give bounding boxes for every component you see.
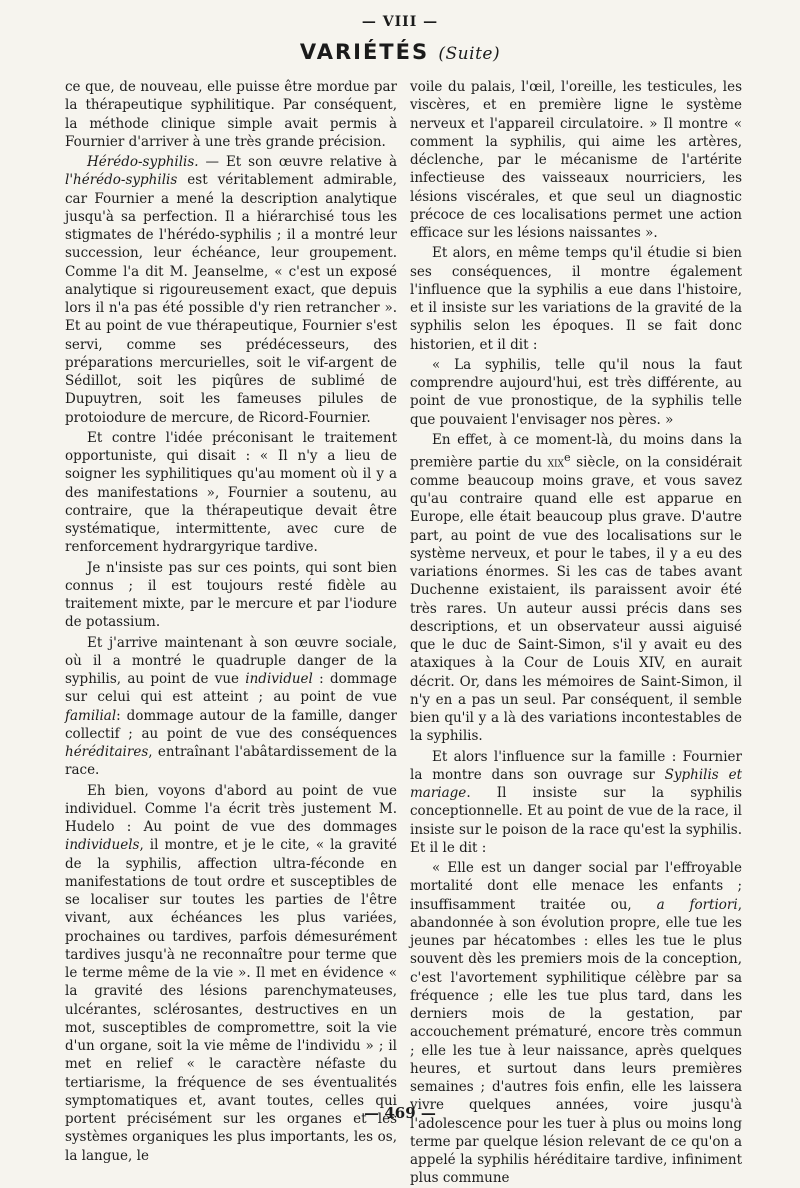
text-run: : dommage sur celui qui est atteint ; au point de vue bbox=[65, 671, 397, 706]
text-run: « Elle est un danger social par l'effroyable mortalité dont elle menace les enfants ; insuffisamment traitée ou, bbox=[410, 860, 742, 913]
text-run: Et alors l'influence sur la famille : Fournier la montre dans son ouvrage sur bbox=[410, 748, 742, 783]
paragraph bbox=[65, 634, 397, 780]
italic-term: familial bbox=[65, 707, 117, 724]
italic-term: individuel bbox=[245, 671, 313, 687]
section-heading bbox=[0, 40, 800, 64]
italic-term: héréditaires bbox=[65, 744, 149, 760]
text-run: — Et son œuvre relative à bbox=[198, 154, 397, 170]
paragraph: Je n'insiste pas sur ces points, qui sont bien connus ; il est toujours resté fidèle au traitement mixte, par le mercure et par l'iodure de potassium. bbox=[65, 559, 397, 631]
italic-title: Syphilis et mariage bbox=[410, 766, 742, 801]
heading-suffix: (Suite) bbox=[438, 44, 501, 64]
paragraph: ce que, de nouveau, elle puisse être mordue par la thérapeutique syphilitique. Par conséquent, la méthode clinique simple avait permis à Fournier d'arriver à une très grande précision. bbox=[65, 79, 397, 150]
paragraph: Et contre l'idée préconisant le traitement opportuniste, qui disait : « Il n'y a lieu de soigner les syphilitiques qu'au moment où il y a des manifestations », Fournier a soutenu, au contraire, que la thérapeutique devait être systématique, intermittente, avec cure de renforcement hydrargyrique tardive. bbox=[65, 429, 397, 556]
text-run: : dommage autour de la famille, danger collectif ; au point de vue des conséquences bbox=[65, 707, 397, 742]
text-run: , abandonnée à son évolution propre, elle tue les jeunes par hécatombes : elles les tue le plus souvent dès les premiers mois de la conception, c'est l'avortement syphilitique célèbre par sa fréquence ; elle les tue plus tard, dans les derniers mois de la gestation, par accouchement prématuré, encore très commun ; elle les tue à leur naissance, après quelques heures, et surtout dans leurs premières semaines ; d'autres fois enfin, elle les laissera vivre quelques années, voire jusqu'à l'adolescence pour les tuer à plus ou moins long terme par quelque lésion relevant de ce qu'on a appelé la syphilis héréditaire tardive, infiniment plus commune bbox=[410, 896, 743, 1187]
paragraph: voile du palais, l'œil, l'oreille, les testicules, les viscères, et en première ligne le système nerveux et l'appareil circulatoire. » Il montre « comment la syphilis, qui aime les artères, déclenche, par le mécanisme de l'artérite infectieuse des vaisseaux nourriciers, les lésions viscérales, et que seul un diagnostic précoce de ces localisations permet une action efficace sur les lésions naissantes ». bbox=[410, 79, 742, 241]
italic-term: l'hérédo-syphilis bbox=[65, 172, 178, 189]
heading-title: VARIÉTÉS bbox=[299, 40, 430, 64]
italic-term: individuels bbox=[65, 837, 140, 854]
paragraph: Et alors, en même temps qu'il étudie si bien ses conséquences, il montre également l'influence que la syphilis a eue dans l'histoire, et il insiste sur les variations de la gravité de la syphilis selon les époques. Il se fait donc historien, et il dit : bbox=[410, 245, 742, 353]
text-run: . Il insiste sur la syphilis conceptionnelle. Et au point de vue de la race, il insiste sur le poison de la race qu'est la syphilis. Et il le dit : bbox=[410, 785, 742, 856]
paragraph: « La syphilis, telle qu'il nous la faut comprendre aujourd'hui, est très différente, au point de vue pronostique, de la syphilis telle que pouvaient l'envisager nos pères. » bbox=[410, 356, 742, 428]
page-roman-numeral: — VIII — bbox=[361, 14, 439, 30]
text-run: Eh bien, voyons d'abord au point de vue individuel. Comme l'a écrit très justement M. Hudelo : Au point de vue des dommages bbox=[65, 782, 397, 835]
page-number: — 469 — bbox=[364, 1104, 436, 1122]
paragraph bbox=[410, 431, 742, 746]
paragraph bbox=[410, 859, 742, 1188]
century-numeral: xix bbox=[547, 454, 564, 471]
text-run: Et j'arrive maintenant à son œuvre sociale, où il a montré le quadruple danger de la syphilis, au point de vue bbox=[65, 634, 397, 687]
left-column bbox=[65, 78, 397, 1165]
right-column bbox=[410, 78, 742, 1188]
paragraph bbox=[410, 748, 742, 858]
text-run: En effet, à ce moment-là, du moins dans la première partie du bbox=[410, 431, 742, 471]
text-run: est véritablement admirable, car Fournier a mené la description analytique jusqu'à sa perfection. Il a hiérarchisé tous les stigmates de l'hérédo-syphilis ; il a montré leur succession, leur échéance, leur groupement. Comme l'a dit M. Jeanselme, « c'est un exposé analytique si rigoureusement exact, que depuis lors il n'a pas été possible d'y rien retrancher ». Et au point de vue thérapeutique, Fournier s'est servi, comme ses prédécesseurs, des préparations mercurielles, soit le vif-argent de Sédillot, soit les piqûres de sublimé de Dupuytren, soit les fameuses pilules de protoiodure de mercure, de Ricord-Fournier. bbox=[65, 172, 397, 426]
text-run: , entraînant l'abâtardissement de la race. bbox=[65, 744, 397, 779]
italic-term: a fortiori bbox=[656, 896, 738, 913]
paragraph bbox=[65, 153, 397, 427]
text-run: siècle, on la considérait comme beaucoup moins grave, et vous savez qu'au contraire quand elle est apparue en Europe, elle était beaucoup plus grave. D'autre part, au point de vue des localisations sur le système nerveux, et pour le tabes, il y a eu des variations énormes. Si les cas de tabes avant Duchenne existaient, ils paraissent avoir été très rares. Un auteur aussi précis dans ses descriptions, et un observateur aussi aiguisé que le duc de Saint-Simon, s'il y avait eu des ataxiques à la Cour de Louis XIV, en aurait décrit. Or, dans les mémoires de Saint-Simon, il n'y en a pas un seul. Par conséquent, il semble bien qu'il y a là des variations incontestables de la syphilis. bbox=[410, 454, 742, 745]
text-run: , il montre, et je le cite, « la gravité de la syphilis, affection ultra-féconde en manifestations de tout ordre et susceptibles de se localiser sur toutes les parties de l'être vivant, aux échéances les plus variées, prochaines ou tardives, parfois démesurément tardives jusqu'à ne reconnaître pour terme que le terme même de la vie ». Il met en évidence « la gravité des lésions parenchymateuses, ulcérantes, sclérosantes, destructives en un mot, susceptibles de compromettre, soit la vie d'un organe, soit la vie même de l'individu » ; il met en relief « le caractère néfaste du tertiarisme, la fréquence de ses éventualités symptomatiques et, avant toutes, celles qui portent précisément sur les organes et les systèmes organiques les plus importants, les os, la langue, le bbox=[65, 837, 397, 1164]
superscript: e bbox=[563, 451, 571, 464]
italic-lead: Hérédo-syphilis. bbox=[87, 154, 199, 170]
